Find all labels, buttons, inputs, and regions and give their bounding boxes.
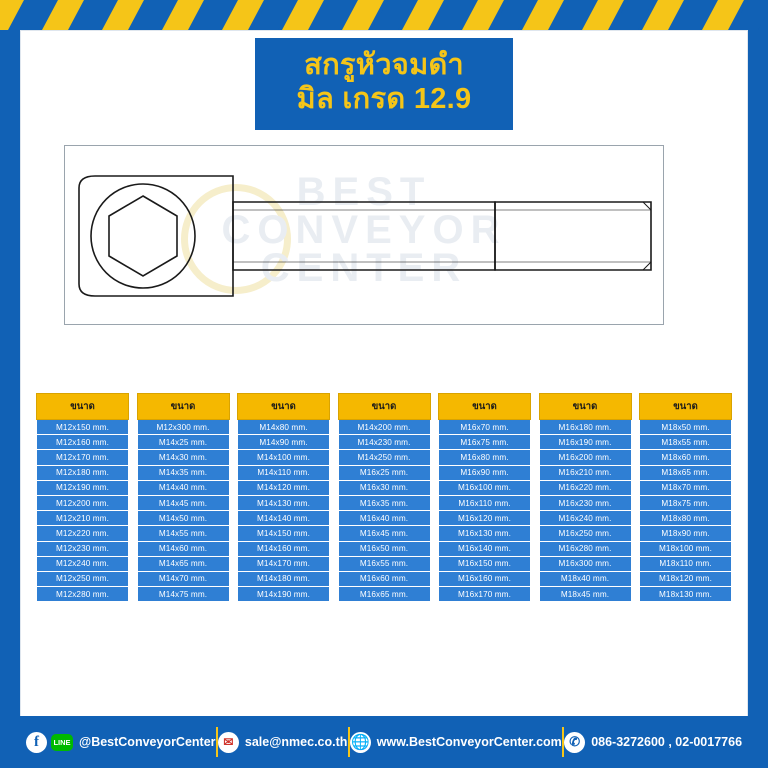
table-row: M12x200 mm. (36, 496, 129, 511)
table-row: M12x190 mm. (36, 481, 129, 496)
table-row: M14x130 mm. (237, 496, 330, 511)
footer-phone[interactable] (564, 732, 742, 753)
chevron-band-top (0, 0, 768, 30)
size-table-7 (639, 393, 732, 602)
table-row: M12x250 mm. (36, 572, 129, 587)
table-row: M14x90 mm. (237, 435, 330, 450)
mail-icon: ✉ (218, 732, 239, 753)
table-row: M14x110 mm. (237, 466, 330, 481)
table-header: ขนาด (639, 393, 732, 420)
globe-icon: 🌐 (350, 732, 371, 753)
table-row: M16x130 mm. (438, 526, 531, 541)
product-illustration (64, 145, 664, 325)
page-title (255, 38, 513, 130)
table-row: M16x75 mm. (438, 435, 531, 450)
watermark-line-3: CENTER (260, 246, 468, 290)
table-row: M16x110 mm. (438, 496, 531, 511)
table-row: M16x190 mm. (539, 435, 632, 450)
table-row: M16x230 mm. (539, 496, 632, 511)
table-row: M14x170 mm. (237, 557, 330, 572)
size-table-4 (338, 393, 431, 602)
table-row: M18x130 mm. (639, 587, 732, 602)
facebook-icon[interactable]: f (26, 732, 47, 753)
table-row: M16x250 mm. (539, 526, 632, 541)
table-row: M14x200 mm. (338, 420, 431, 435)
table-row: M16x65 mm. (338, 587, 431, 602)
screw-drawing-icon (65, 146, 663, 324)
footer-bar (0, 716, 768, 768)
table-header: ขนาด (36, 393, 129, 420)
table-row: M14x250 mm. (338, 450, 431, 465)
table-row: M12x220 mm. (36, 526, 129, 541)
table-row: M14x30 mm. (137, 450, 230, 465)
table-row: M14x100 mm. (237, 450, 330, 465)
table-row: M18x50 mm. (639, 420, 732, 435)
table-row: M14x60 mm. (137, 542, 230, 557)
table-row: M12x280 mm. (36, 587, 129, 602)
table-header: ขนาด (338, 393, 431, 420)
table-row: M16x55 mm. (338, 557, 431, 572)
table-row: M16x160 mm. (438, 572, 531, 587)
content-card (20, 30, 748, 718)
footer-email[interactable] (218, 732, 348, 753)
footer-social-icons (26, 732, 73, 753)
table-row: M16x50 mm. (338, 542, 431, 557)
title-line-2: มิล เกรด 12.9 (296, 83, 472, 116)
table-row: M16x25 mm. (338, 466, 431, 481)
table-row: M18x55 mm. (639, 435, 732, 450)
table-header: ขนาด (237, 393, 330, 420)
table-row: M18x110 mm. (639, 557, 732, 572)
table-row: M18x75 mm. (639, 496, 732, 511)
table-row: M16x150 mm. (438, 557, 531, 572)
table-row: M16x220 mm. (539, 481, 632, 496)
table-row: M14x190 mm. (237, 587, 330, 602)
footer-website-label: www.BestConveyorCenter.com (376, 735, 562, 749)
table-row: M12x210 mm. (36, 511, 129, 526)
table-row: M16x180 mm. (539, 420, 632, 435)
table-row: M18x65 mm. (639, 466, 732, 481)
table-row: M14x55 mm. (137, 526, 230, 541)
table-row: M16x210 mm. (539, 466, 632, 481)
table-row: M16x200 mm. (539, 450, 632, 465)
table-row: M14x70 mm. (137, 572, 230, 587)
table-row: M12x240 mm. (36, 557, 129, 572)
table-row: M14x150 mm. (237, 526, 330, 541)
watermark-line-2: CONVEYOR (221, 208, 507, 252)
title-line-1: สกรูหัวจมดำ (304, 49, 464, 81)
table-row: M12x230 mm. (36, 542, 129, 557)
table-row: M18x40 mm. (539, 572, 632, 587)
table-row: M14x45 mm. (137, 496, 230, 511)
footer-facebook-label: @BestConveyorCenter (79, 735, 216, 749)
table-row: M14x65 mm. (137, 557, 230, 572)
table-row: M16x280 mm. (539, 542, 632, 557)
footer-website[interactable] (350, 732, 562, 753)
watermark-line-1: BEST (296, 170, 432, 214)
table-row: M16x45 mm. (338, 526, 431, 541)
table-row: M14x25 mm. (137, 435, 230, 450)
table-row: M16x140 mm. (438, 542, 531, 557)
table-row: M18x45 mm. (539, 587, 632, 602)
table-row: M14x40 mm. (137, 481, 230, 496)
table-row: M14x75 mm. (137, 587, 230, 602)
footer-phone-label: 086-3272600 , 02-0017766 (591, 735, 743, 749)
table-row: M14x80 mm. (237, 420, 330, 435)
table-row: M16x90 mm. (438, 466, 531, 481)
table-row: M16x100 mm. (438, 481, 531, 496)
table-row: M12x180 mm. (36, 466, 129, 481)
table-row: M14x140 mm. (237, 511, 330, 526)
table-row: M16x170 mm. (438, 587, 531, 602)
table-row: M14x35 mm. (137, 466, 230, 481)
size-table-5 (438, 393, 531, 602)
table-row: M14x50 mm. (137, 511, 230, 526)
phone-icon: ✆ (564, 732, 585, 753)
table-row: M16x60 mm. (338, 572, 431, 587)
table-header: ขนาด (438, 393, 531, 420)
table-row: M14x230 mm. (338, 435, 431, 450)
size-table-1 (36, 393, 129, 602)
table-row: M18x60 mm. (639, 450, 732, 465)
table-row: M18x90 mm. (639, 526, 732, 541)
table-row: M18x80 mm. (639, 511, 732, 526)
table-row: M14x120 mm. (237, 481, 330, 496)
size-table-3 (237, 393, 330, 602)
table-row: M16x80 mm. (438, 450, 531, 465)
table-header: ขนาด (137, 393, 230, 420)
size-tables (36, 393, 732, 602)
table-header: ขนาด (539, 393, 632, 420)
footer-facebook[interactable] (26, 732, 216, 753)
table-row: M14x180 mm. (237, 572, 330, 587)
table-row: M12x150 mm. (36, 420, 129, 435)
line-app-icon[interactable] (51, 734, 73, 751)
table-row: M12x300 mm. (137, 420, 230, 435)
table-row: M16x40 mm. (338, 511, 431, 526)
table-row: M16x35 mm. (338, 496, 431, 511)
size-table-6 (539, 393, 632, 602)
table-row: M16x120 mm. (438, 511, 531, 526)
table-row: M16x30 mm. (338, 481, 431, 496)
table-row: M12x160 mm. (36, 435, 129, 450)
table-row: M18x100 mm. (639, 542, 732, 557)
size-table-2 (137, 393, 230, 602)
table-row: M16x70 mm. (438, 420, 531, 435)
line-icon-label: LINE (53, 737, 71, 747)
table-row: M12x170 mm. (36, 450, 129, 465)
table-row: M18x70 mm. (639, 481, 732, 496)
footer-email-label: sale@nmec.co.th (244, 735, 348, 749)
table-row: M16x300 mm. (539, 557, 632, 572)
table-row: M14x160 mm. (237, 542, 330, 557)
table-row: M16x240 mm. (539, 511, 632, 526)
table-row: M18x120 mm. (639, 572, 732, 587)
